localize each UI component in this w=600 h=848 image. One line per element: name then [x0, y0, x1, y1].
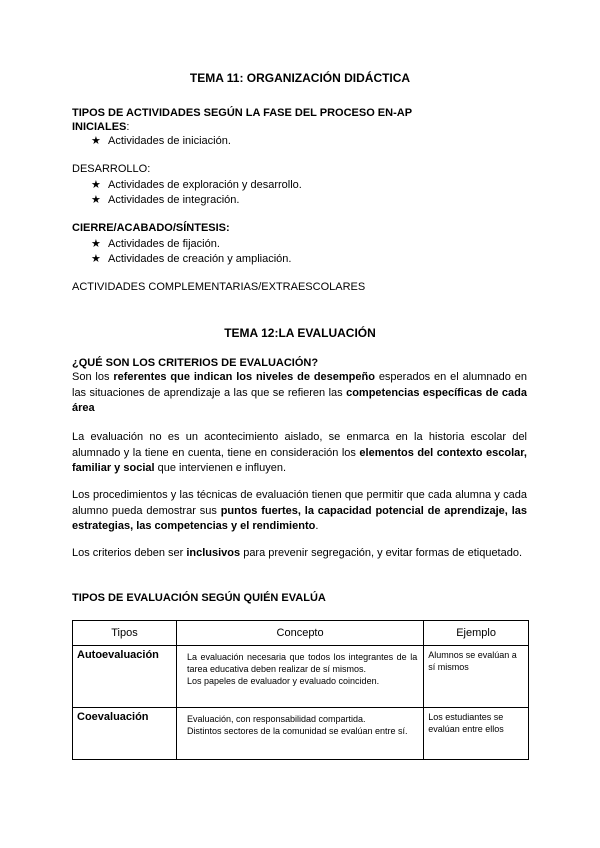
- star-bullet-icon: ★: [91, 135, 101, 147]
- table-row: [73, 708, 529, 760]
- complementarias-text: ACTIVIDADES COMPLEMENTARIAS/EXTRAESCOLARES: [72, 281, 366, 293]
- table-header-row: [73, 621, 529, 646]
- cell-concepto: [176, 708, 423, 760]
- tema11-subtitle: TIPOS DE ACTIVIDADES SEGÚN LA FASE DEL PROCESO EN-AP: [72, 107, 413, 119]
- criterios-question: ¿QUÉ SON LOS CRITERIOS DE EVALUACIÓN?: [72, 357, 319, 369]
- cell-ejemplo: Alumnos se evalúan a sí mismos: [424, 646, 529, 708]
- star-bullet-icon: ★: [91, 194, 101, 206]
- cell-tipo: Autoevaluación: [73, 646, 177, 708]
- header-tipos: Tipos: [73, 621, 177, 646]
- evaluation-types-table: [72, 620, 529, 760]
- tema11-title: TEMA 11: ORGANIZACIÓN DIDÁCTICA: [189, 71, 411, 85]
- header-ejemplo: Ejemplo: [424, 621, 529, 646]
- cell-concepto: [176, 646, 423, 708]
- paragraph-procedimientos: Los procedimientos y las técnicas de evaluación tienen que permitir que cada alumna y cada alumno pueda demostrar sus puntos fuertes, la capacidad potencial de aprendizaje, las estrategias, las competencias y el rendimiento.: [72, 489, 527, 532]
- list-item: ★ Actividades de integración.: [91, 194, 240, 206]
- section-desarrollo-heading: DESARROLLO:: [72, 163, 151, 175]
- section-cierre-heading: CIERRE/ACABADO/SÍNTESIS:: [72, 222, 230, 234]
- concepto-line: Distintos sectores de la comunidad se evalúan entre sí.: [186, 726, 408, 736]
- list-item: ★ Actividades de exploración y desarrollo.: [91, 179, 302, 191]
- paragraph-inclusivos: Los criterios deben ser inclusivos para prevenir segregación, y evitar formas de etiquetado.: [72, 547, 523, 559]
- table-row: [73, 646, 529, 708]
- concepto-line: Los papeles de evaluador y evaluado coinciden.: [186, 676, 380, 686]
- cell-tipo: Coevaluación: [73, 708, 177, 760]
- star-bullet-icon: ★: [91, 253, 101, 265]
- cell-ejemplo: Los estudiantes se evalúan entre ellos: [424, 708, 529, 760]
- star-bullet-icon: ★: [91, 179, 101, 191]
- list-item: ★ Actividades de creación y ampliación.: [91, 253, 292, 265]
- paragraph-evaluacion-contexto: La evaluación no es un acontecimiento aislado, se enmarca en la historia escolar del alumnado y la tiene en cuenta, tiene en consideración los elementos del contexto escolar, familiar y social que intervienen e influyen.: [72, 431, 527, 474]
- concepto-line: La evaluación necesaria que todos los integrantes de la tarea educativa deben realizar de sí mismos.: [186, 652, 418, 674]
- table-heading: TIPOS DE EVALUACIÓN SEGÚN QUIÉN EVALÚA: [72, 592, 326, 604]
- header-concepto: Concepto: [176, 621, 423, 646]
- paragraph-criterios: Son los referentes que indican los niveles de desempeño esperados en el alumnado en las situaciones de aprendizaje a las que se refieren las competencias específicas de cada área: [72, 371, 527, 414]
- list-item: ★ Actividades de iniciación.: [91, 135, 231, 147]
- list-item: ★ Actividades de fijación.: [91, 238, 220, 250]
- section-iniciales-heading: INICIALES:: [72, 121, 130, 133]
- concepto-line: Evaluación, con responsabilidad compartida.: [186, 714, 366, 724]
- star-bullet-icon: ★: [91, 238, 101, 250]
- tema12-title: TEMA 12:LA EVALUACIÓN: [224, 326, 376, 340]
